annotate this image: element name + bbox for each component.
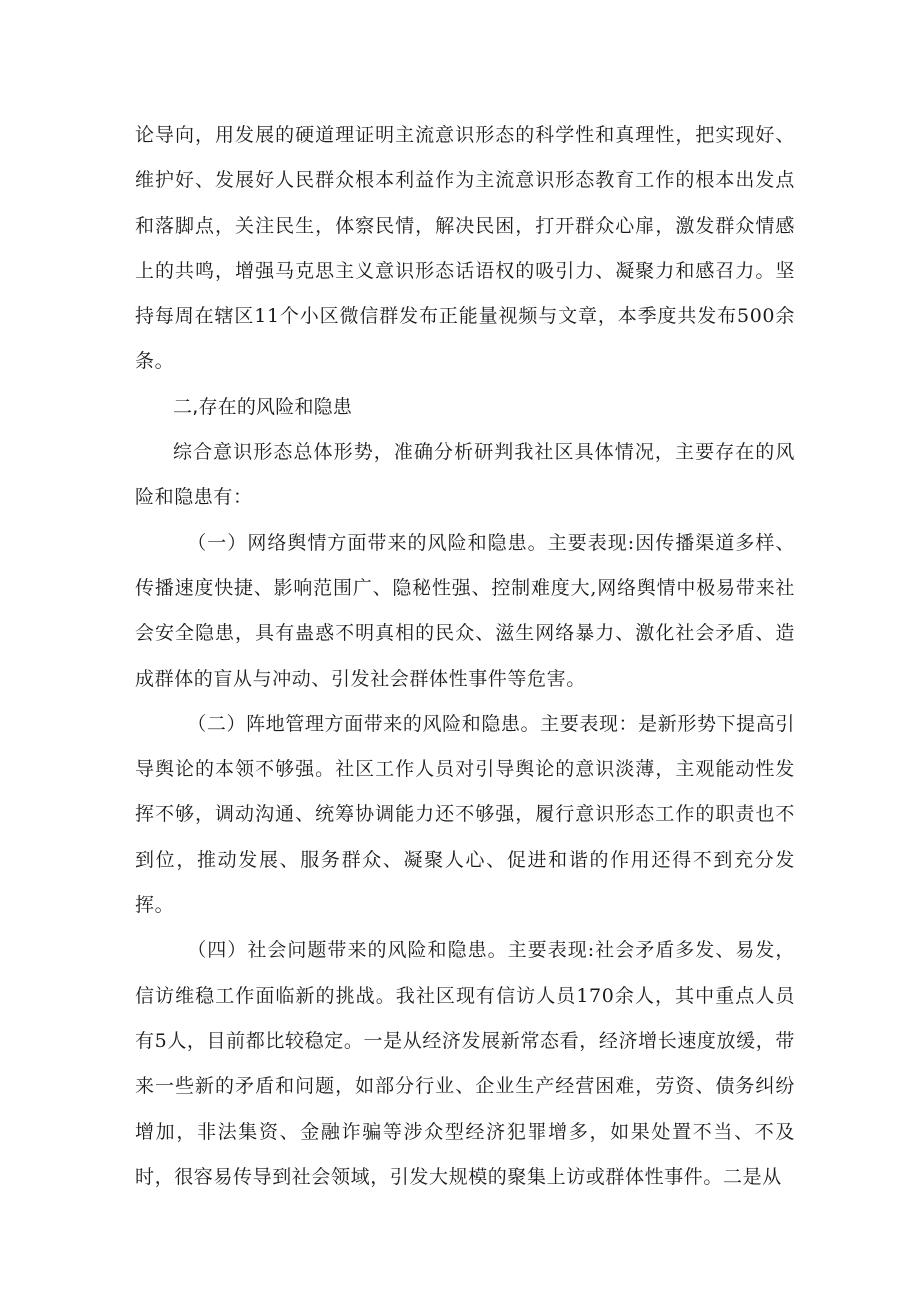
paragraph-overview: 综合意识形态总体形势，准确分析研判我社区具体情况，主要存在的风险和隐患有： [135,441,795,509]
paragraph-social-issue-risk: （四）社会问题带来的风险和隐患。主要表现:社会矛盾多发、易发，信访维稳工作面临新的挑战。我社区现有信访人员170余人，其中重点人员有5人，目前都比较稳定。一是从经济发展新常态看，经济增长速度放缓，带来一些新的矛盾和问题，如部分行业、企业生产经营困难，劳资、债务纠纷增加，非法集资、金融诈骗等涉众型经济犯罪增多，如果处置不当、不及时，很容易传导到社会领域，引发大规模的聚集上访或群体性事件。二是从 [135,939,795,1188]
document-body [135,113,795,1200]
paragraph-continuation: 论导向，用发展的硬道理证明主流意识形态的科学性和真理性，把实现好、维护好、发展好人民群众根本利益作为主流意识形态教育工作的根本出发点和落脚点，关注民生，体察民情，解决民困，打开群众心扉，激发群众情感上的共鸣，增强马克思主义意识形态话语权的吸引力、凝聚力和感召力。坚持每周在辖区11个小区微信群发布正能量视频与文章，本季度共发布500余条。 [135,124,795,373]
paragraph-position-management-risk: （二）阵地管理方面带来的风险和隐患。主要表现：是新形势下提高引导舆论的本领不够强。社区工作人员对引导舆论的意识淡薄，主观能动性发挥不够，调动沟通、统筹协调能力还不够强，履行意识形态工作的职责也不到位，推动发展、服务群众、凝聚人心、促进和谐的作用还得不到充分发挥。 [135,712,795,917]
paragraph-network-risk: （一）网络舆情方面带来的风险和隐患。主要表现:因传播渠道多样、传播速度快捷、影响范围广、隐秘性强、控制难度大,网络舆情中极易带来社会安全隐患，具有蛊惑不明真相的民众、滋生网络暴力、激化社会矛盾、造成群体的盲从与冲动、引发社会群体性事件等危害。 [135,531,795,690]
section-heading-risks: 二,存在的风险和隐患 [173,395,353,418]
